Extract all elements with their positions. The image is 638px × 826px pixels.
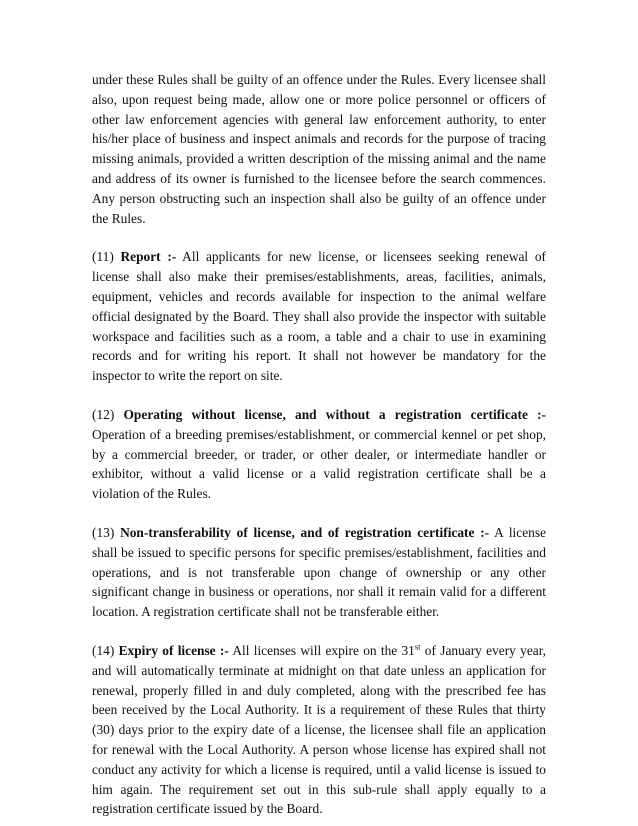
section-heading: Report :- xyxy=(120,249,177,265)
paragraph-gap xyxy=(92,386,546,405)
section-number: (13) xyxy=(92,524,115,540)
paragraph-gap xyxy=(92,504,546,523)
section-number: (11) xyxy=(92,249,114,265)
section-14-expiry-of-license xyxy=(92,641,546,819)
intro-paragraph: under these Rules shall be guilty of an offence under the Rules. Every licensee shall also, upon request being made, allow one or more police personnel or officers of other law enforcement agencies with general law enforcement authority, to enter his/her place of business and inspect animals and records for the purpose of tracing missing animals, provided a written description of the missing animal and the name and address of its owner is furnished to the licensee before the search commences. Any person obstructing such an inspection shall also be guilty of an offence under the Rules. xyxy=(92,72,546,226)
section-heading: Operating without license, and without a registration certificate :- xyxy=(123,406,547,422)
ordinal-superscript: st xyxy=(414,641,421,652)
section-body-end: of January every year, and will automatically terminate at midnight on that date unless an application for renewal, properly filled in and duly completed, along with the prescribed fee has been received by the Local Authority. It is a requirement of these Rules that thirty (30) days prior to the expiry date of a license, the licensee shall file an application for renewal with the Local Authority. A person whose license has expired shall not conduct any activity for which a license is required, until a valid license is issued to him again. The requirement set out in this sub-rule shall apply equally to a registration certificate issued by the Board. xyxy=(92,642,546,817)
section-body-start: All licenses will expire on the 31 xyxy=(232,642,415,658)
section-body: Operation of a breeding premises/establishment, or commercial kennel or pet shop, by a commercial breeder, or trader, or other dealer, or intermediate handler or exhibitor, without a valid license or a valid registration certificate shall be a violation of the Rules. xyxy=(92,426,546,502)
document-page xyxy=(92,70,546,819)
section-13-non-transferability xyxy=(92,523,546,622)
section-11-report xyxy=(92,247,546,386)
section-heading: Expiry of license :- xyxy=(118,642,229,658)
section-body: All applicants for new license, or licensees seeking renewal of license shall also make their premises/establishments, areas, facilities, animals, equipment, vehicles and records available for inspection to the animal welfare official designated by the Board. They shall also provide the inspector with suitable workspace and facilities such as a room, a table and a chair to use in examining records and for writing his report. It shall not however be mandatory for the inspector to write the report on site. xyxy=(92,249,546,384)
paragraph-gap xyxy=(92,228,546,247)
section-body: A license shall be issued to specific persons for specific premises/establishment, facilities and operations, and is not transferable upon change of ownership or any other significant change in business or operations, nor shall it remain valid for a different location. A registration certificate shall not be transferable either. xyxy=(92,524,546,620)
paragraph-gap xyxy=(92,622,546,641)
section-number: (14) xyxy=(92,642,115,658)
section-12-operating-without-license xyxy=(92,405,546,504)
section-heading: Non-transferability of license, and of registration certificate :- xyxy=(120,524,490,540)
section-number: (12) xyxy=(92,406,115,422)
